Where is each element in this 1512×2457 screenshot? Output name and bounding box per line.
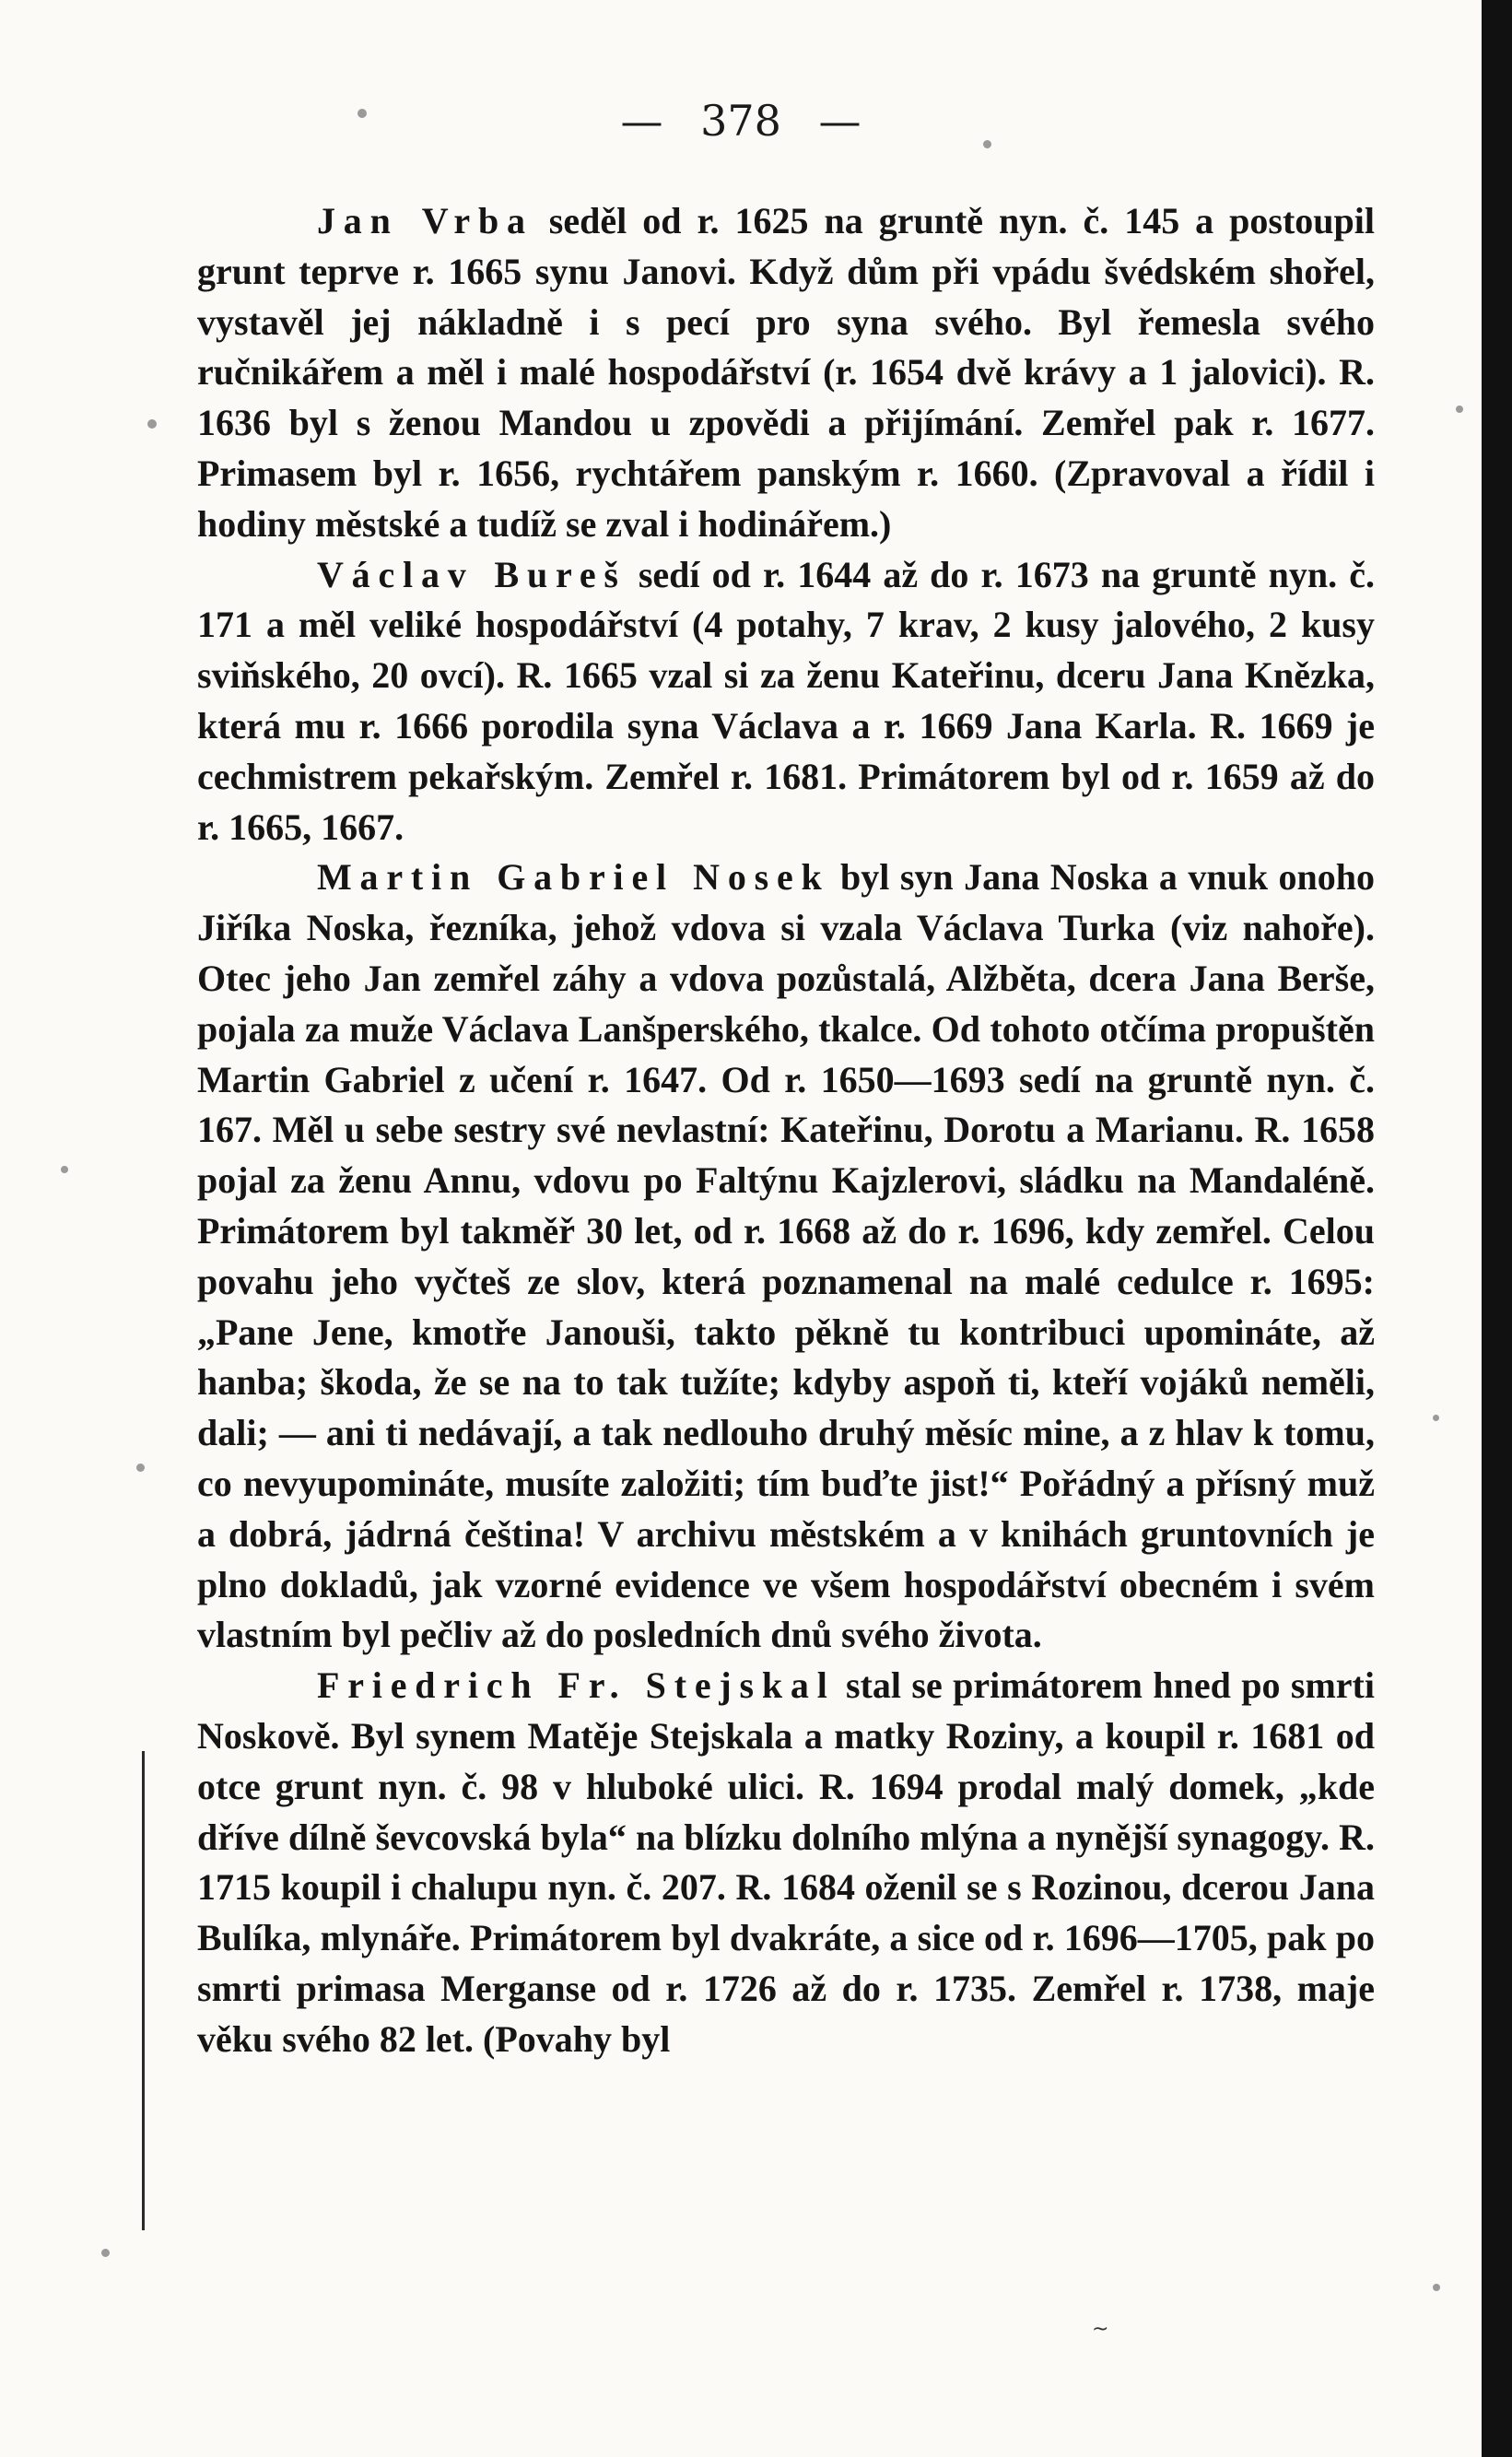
paragraph-text: byl syn Jana Noska a vnuk onoho Jiříka Noska, řezníka, jehož vdova si vzala Václava Turka (viz nahoře). Otec jeho Jan zemřel záhy a vdova pozůstalá, Alžběta, dcera Jana Berše, pojala za muže Václava Lanšperského, tkalce. Od tohoto otčíma propuštěn Martin Gabriel z učení r. 1647. Od r. 1650—1693 sedí na gruntě nyn. č. 167. Měl u sebe sestry své nevlastní: Kateřinu, Dorotu a Marianu. R. 1658 pojal za ženu Annu, vdovu po Faltýnu Kajzlerovi, sládku na Mandaléně. Primátorem byl takměř 30 let, od r. 1668 až do r. 1696, kdy zemřel. Celou povahu jeho vyčteš ze slov, která poznamenal na malé cedulce r. 1695: „Pane Jene, kmotře Janouši, takto pěkně tu kontribuci upomináte, až hanba; škoda, že se na to tak tužíte; kdyby aspoň ti, kteří vojáků neměli, dali; — ani ti nedávají, a tak nedlouho druhý měsíc mine, a z hlav k tomu, co nevyupomináte, musíte založiti; tím buďte jist!“ Pořádný a přísný muž a dobrá, jádrná čeština! V archivu městském a v knihách gruntovních je plno dokladů, jak vzorné evidence ve všem hospodářství obecném i svém vlastním byl pečliv až do posledních dnů svého života. <box>197 856 1375 1656</box>
paragraph-jan-vrba <box>197 196 1375 550</box>
paragraph-text: sedí od r. 1644 až do r. 1673 na gruntě nyn. č. 171 a měl veliké hospodářství (4 potahy, 7 krav, 2 kusy jalového, 2 kusy sviňského, 20 ovcí). R. 1665 vzal si za ženu Kateřinu, dceru Jana Knězka, která mu r. 1666 porodila syna Václava a r. 1669 Jana Karla. R. 1669 je cechmistrem pekařským. Zemřel r. 1681. Primátorem byl od r. 1659 až do r. 1665, 1667. <box>197 553 1375 848</box>
paragraph-vaclav-bures <box>197 550 1375 853</box>
paragraph-text: seděl od r. 1625 na gruntě nyn. č. 145 a postoupil grunt teprve r. 1665 synu Janovi. Když dům při vpádu švédském shořel, vystavěl jej nákladně i s pecí pro syna svého. Byl řemesla svého ručnikářem a měl i malé hospodářství (r. 1654 dvě krávy a 1 jalovici). R. 1636 byl s ženou Mandou u zpovědi a přijímání. Zemřel pak r. 1677. Primasem byl r. 1656, rychtářem panským r. 1660. (Zpravoval a řídil i hodiny městské a tudíž se zval i hodinářem.) <box>197 200 1375 545</box>
paragraph-martin-gabriel-nosek <box>197 852 1375 1661</box>
paper-speck <box>1433 1415 1439 1421</box>
ink-mark-icon: ~ <box>1092 2318 1109 2341</box>
page-number: 378 <box>700 96 781 146</box>
body-text <box>197 196 1375 2064</box>
paper-speck <box>983 140 991 148</box>
page-number-line <box>0 96 1482 146</box>
paragraph-friedrich-stejskal <box>197 1661 1375 2064</box>
page-number-dash-left: — <box>620 96 663 146</box>
person-name: Jan Vrba <box>317 200 533 241</box>
paper-speck <box>1456 406 1463 413</box>
page-number-dash-right: — <box>818 96 861 146</box>
scan-border <box>1482 0 1512 2457</box>
person-name: Václav Bureš <box>317 553 627 595</box>
paper-speck <box>1433 2284 1440 2291</box>
paper-speck <box>147 419 157 429</box>
paper-speck <box>357 109 367 118</box>
paper-speck <box>61 1166 68 1173</box>
paragraph-text: stal se primátorem hned po smrti Noskově. Byl synem Matěje Stejskala a matky Roziny, a koupil r. 1681 od otce grunt nyn. č. 98 v hluboké ulici. R. 1694 prodal malý domek, „kde dříve dílně ševcovská byla“ na blízku dolního mlýna a nynější synagogy. R. 1715 koupil i chalupu nyn. č. 207. R. 1684 oženil se s Rozinou, dcerou Jana Bulíka, mlynáře. Primátorem byl dvakráte, a sice od r. 1696—1705, pak po smrti primasa Merganse od r. 1726 až do r. 1735. Zemřel r. 1738, maje věku svého 82 let. (Povahy byl <box>197 1664 1375 2060</box>
paper-speck <box>136 1464 145 1472</box>
person-name: Friedrich Fr. Stejskal <box>317 1664 836 1707</box>
margin-pencil-line <box>142 1751 145 2230</box>
paper-speck <box>101 2249 110 2257</box>
person-name: Martin Gabriel Nosek <box>317 856 830 899</box>
